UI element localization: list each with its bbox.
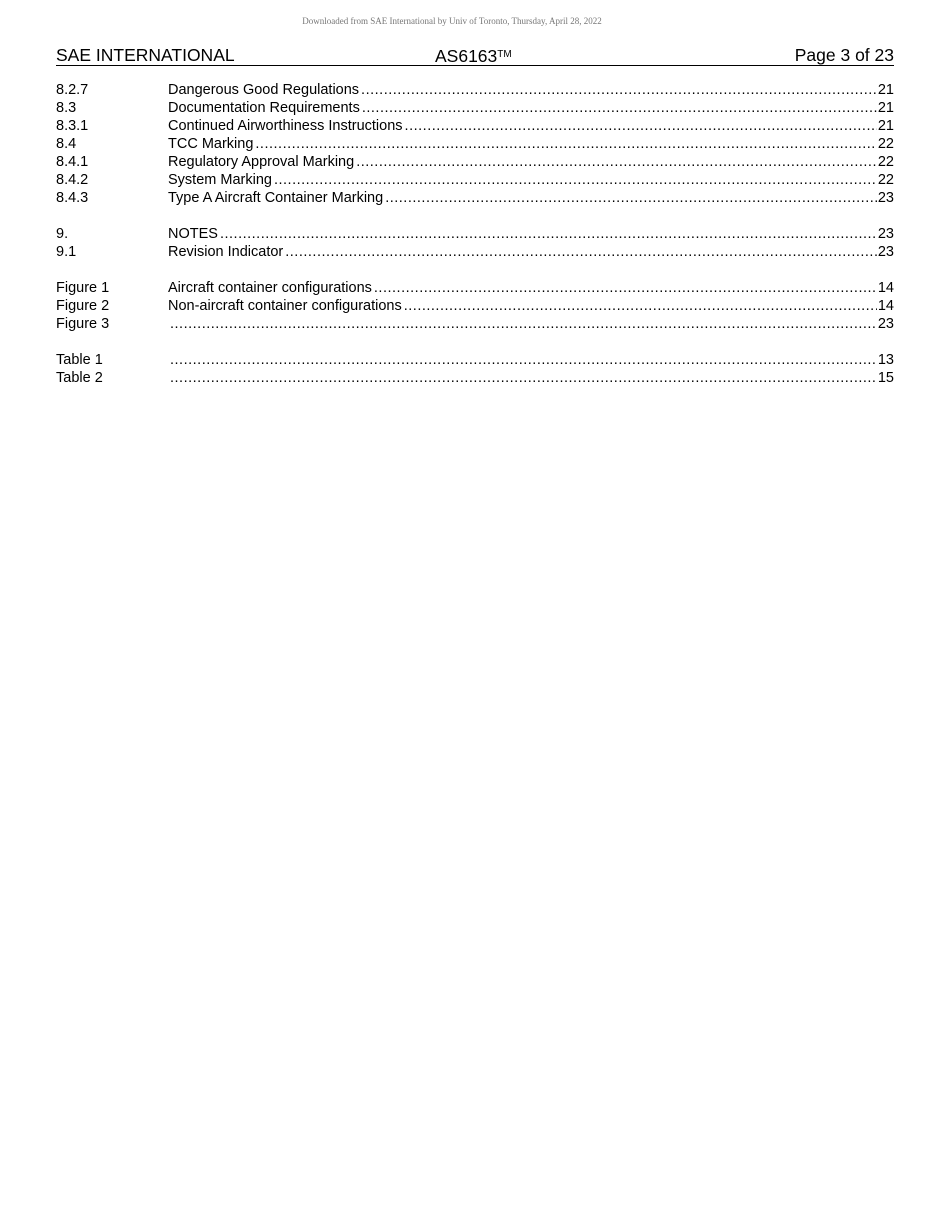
toc-dot-leader bbox=[405, 117, 877, 135]
toc-group bbox=[56, 81, 894, 207]
toc-row[interactable] bbox=[56, 369, 894, 387]
toc-entry bbox=[168, 351, 894, 369]
toc-entry bbox=[168, 81, 894, 99]
toc-group bbox=[56, 279, 894, 333]
toc-dot-leader bbox=[361, 81, 877, 99]
toc-row[interactable] bbox=[56, 189, 894, 207]
toc-row[interactable] bbox=[56, 315, 894, 333]
toc-row[interactable] bbox=[56, 225, 894, 243]
toc-title: Dangerous Good Regulations bbox=[168, 82, 360, 98]
toc-title: Documentation Requirements bbox=[168, 100, 360, 116]
toc-entry bbox=[168, 279, 894, 297]
toc-title: NOTES bbox=[168, 226, 218, 242]
toc-page-number: 22 bbox=[877, 136, 894, 152]
toc-page-number: 23 bbox=[877, 190, 894, 206]
header-page-number: Page 3 of 23 bbox=[794, 45, 894, 65]
toc-row[interactable] bbox=[56, 351, 894, 369]
toc-section-number: Figure 2 bbox=[56, 298, 110, 314]
toc-page-number: 21 bbox=[877, 82, 894, 98]
toc-row[interactable] bbox=[56, 135, 894, 153]
toc-row[interactable] bbox=[56, 171, 894, 189]
toc-dot-leader bbox=[170, 315, 877, 333]
toc-entry bbox=[168, 135, 894, 153]
toc-entry bbox=[168, 153, 894, 171]
toc-page-number: 14 bbox=[877, 280, 894, 296]
table-of-contents bbox=[56, 81, 894, 405]
toc-entry bbox=[168, 369, 894, 387]
toc-section-number: Table 2 bbox=[56, 370, 103, 386]
toc-title: Non-aircraft container configurations bbox=[168, 298, 402, 314]
toc-section-number: 8.4.3 bbox=[56, 190, 89, 206]
page-header bbox=[56, 45, 894, 66]
toc-group bbox=[56, 225, 894, 261]
toc-dot-leader bbox=[274, 171, 877, 189]
toc-title: Continued Airworthiness Instructions bbox=[168, 118, 403, 134]
toc-page-number: 23 bbox=[877, 244, 894, 260]
toc-entry bbox=[168, 99, 894, 117]
toc-section-number: 9.1 bbox=[56, 244, 77, 260]
toc-page-number: 14 bbox=[877, 298, 894, 314]
toc-title: Type A Aircraft Container Marking bbox=[168, 190, 384, 206]
toc-entry bbox=[168, 243, 894, 261]
toc-row[interactable] bbox=[56, 243, 894, 261]
document-number-text: AS6163 bbox=[435, 46, 498, 66]
toc-dot-leader bbox=[404, 297, 877, 315]
toc-entry bbox=[168, 315, 894, 333]
toc-page-number: 22 bbox=[877, 172, 894, 188]
toc-title: Aircraft container configurations bbox=[168, 280, 372, 296]
toc-page-number: 13 bbox=[877, 352, 894, 368]
toc-section-number: 8.3.1 bbox=[56, 118, 89, 134]
header-organization: SAE INTERNATIONAL bbox=[56, 45, 235, 65]
toc-row[interactable] bbox=[56, 81, 894, 99]
toc-page-number: 23 bbox=[877, 226, 894, 242]
toc-section-number: Table 1 bbox=[56, 352, 103, 368]
toc-section-number: 9. bbox=[56, 226, 69, 242]
toc-dot-leader bbox=[255, 135, 876, 153]
toc-dot-leader bbox=[356, 153, 877, 171]
toc-page-number: 21 bbox=[877, 118, 894, 134]
toc-title: Revision Indicator bbox=[168, 244, 284, 260]
toc-section-number: 8.4.2 bbox=[56, 172, 89, 188]
toc-entry bbox=[168, 297, 894, 315]
header-document-number bbox=[435, 45, 512, 66]
toc-dot-leader bbox=[220, 225, 877, 243]
toc-section-number: 8.4 bbox=[56, 136, 77, 152]
toc-group bbox=[56, 351, 894, 387]
toc-title: System Marking bbox=[168, 172, 272, 188]
toc-dot-leader bbox=[385, 189, 877, 207]
toc-page-number: 21 bbox=[877, 100, 894, 116]
toc-section-number: Figure 3 bbox=[56, 316, 110, 332]
toc-page-number: 15 bbox=[877, 370, 894, 386]
trademark-mark: TM bbox=[497, 49, 512, 60]
toc-dot-leader bbox=[374, 279, 877, 297]
download-watermark: Downloaded from SAE International by Univ of Toronto, Thursday, April 28, 2022 bbox=[302, 16, 602, 26]
toc-section-number: 8.4.1 bbox=[56, 154, 89, 170]
toc-title: TCC Marking bbox=[168, 136, 254, 152]
toc-entry bbox=[168, 117, 894, 135]
toc-row[interactable] bbox=[56, 117, 894, 135]
toc-dot-leader bbox=[285, 243, 877, 261]
toc-page-number: 23 bbox=[877, 316, 894, 332]
toc-entry bbox=[168, 225, 894, 243]
toc-row[interactable] bbox=[56, 279, 894, 297]
toc-dot-leader bbox=[362, 99, 877, 117]
toc-dot-leader bbox=[170, 351, 877, 369]
toc-title: Regulatory Approval Marking bbox=[168, 154, 355, 170]
toc-row[interactable] bbox=[56, 153, 894, 171]
toc-entry bbox=[168, 189, 894, 207]
toc-section-number: 8.2.7 bbox=[56, 82, 89, 98]
toc-section-number: Figure 1 bbox=[56, 280, 110, 296]
toc-dot-leader bbox=[170, 369, 877, 387]
toc-entry bbox=[168, 171, 894, 189]
toc-row[interactable] bbox=[56, 297, 894, 315]
toc-page-number: 22 bbox=[877, 154, 894, 170]
toc-row[interactable] bbox=[56, 99, 894, 117]
toc-section-number: 8.3 bbox=[56, 100, 77, 116]
